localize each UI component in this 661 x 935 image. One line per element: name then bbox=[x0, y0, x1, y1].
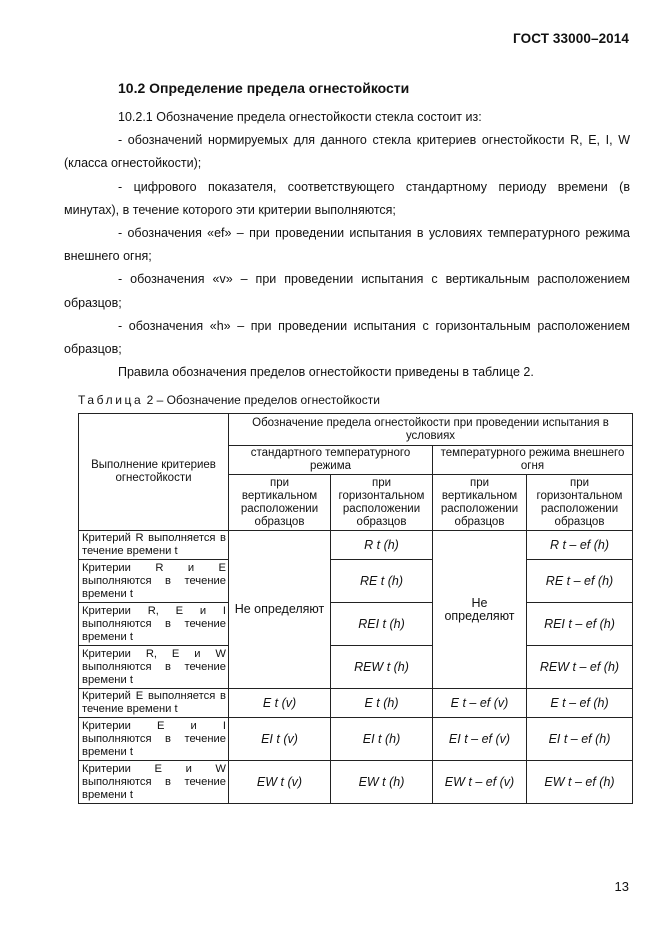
designation-cell: E t – ef (h) bbox=[527, 689, 633, 718]
standard-number: ГОСТ 33000–2014 bbox=[513, 31, 629, 46]
header-criteria-fulfilment: Выполнение критериев огнестойкости bbox=[79, 414, 229, 531]
paragraph-ef: - обозначения «ef» – при проведении испытания в условиях температурного режима внешнего огня; bbox=[64, 226, 630, 264]
designation-cell: E t (v) bbox=[229, 689, 331, 718]
table-row bbox=[79, 531, 633, 560]
designation-cell: EW t – ef (v) bbox=[433, 761, 527, 804]
designation-cell: EI t (h) bbox=[331, 718, 433, 761]
designation-cell: EI t – ef (v) bbox=[433, 718, 527, 761]
designation-cell: REW t (h) bbox=[331, 646, 433, 689]
criterion-cell: Критерии E и I выполняются в течение времени t bbox=[79, 718, 229, 761]
header-horizontal: при горизонтальном расположении образцов bbox=[331, 475, 433, 531]
designation-cell: REI t (h) bbox=[331, 603, 433, 646]
paragraph-digital-index: - цифрового показателя, соответствующего стандартному периоду времени (в минутах), в течение которого эти критерии выполняются; bbox=[64, 179, 630, 217]
table-row bbox=[79, 718, 633, 761]
page-number: 13 bbox=[614, 879, 629, 894]
paragraph-v: - обозначения «v» – при проведении испытания с вертикальным расположением образцов; bbox=[64, 272, 630, 310]
designation-cell: E t – ef (v) bbox=[433, 689, 527, 718]
header-ef-vertical: при вертикальном расположении образцов bbox=[433, 475, 527, 531]
criterion-cell: Критерий E выполняется в течение времени t bbox=[79, 689, 229, 718]
not-determined-cell: Не определяют bbox=[433, 531, 527, 689]
paragraph-intro: 10.2.1 Обозначение предела огнестойкости стекла состоит из: bbox=[118, 110, 482, 124]
table-row bbox=[79, 761, 633, 804]
designation-cell: REW t – ef (h) bbox=[527, 646, 633, 689]
designation-cell: R t (h) bbox=[331, 531, 433, 560]
header-ef-horizontal: при горизонтальном расположении образцов bbox=[527, 475, 633, 531]
table-row bbox=[79, 560, 633, 603]
header-vertical: при вертикальном расположении образцов bbox=[229, 475, 331, 531]
designation-cell: R t – ef (h) bbox=[527, 531, 633, 560]
criterion-cell: Критерии R, E и I выполняются в течение времени t bbox=[79, 603, 229, 646]
designation-cell: EW t (v) bbox=[229, 761, 331, 804]
designation-cell: EI t – ef (h) bbox=[527, 718, 633, 761]
table-row bbox=[79, 603, 633, 646]
paragraph-h: - обозначения «h» – при проведении испытания с горизонтальным расположением образцов; bbox=[64, 318, 630, 357]
table-row bbox=[79, 646, 633, 689]
table-caption bbox=[78, 393, 380, 407]
fire-resistance-table bbox=[78, 413, 633, 804]
designation-cell: RE t (h) bbox=[331, 560, 433, 603]
criterion-cell: Критерии R, E и W выполняются в течение времени t bbox=[79, 646, 229, 689]
header-external-fire-regime: температурного режима внешнего огня bbox=[433, 446, 633, 475]
paragraph-rules: Правила обозначения пределов огнестойкости приведены в таблице 2. bbox=[118, 365, 534, 380]
body-text bbox=[64, 106, 630, 384]
designation-cell: EW t (h) bbox=[331, 761, 433, 804]
header-standard-regime: стандартного температурного режима bbox=[229, 446, 433, 475]
table-caption-word: Таблица bbox=[78, 393, 144, 407]
criterion-cell: Критерий R выполняется в течение времени t bbox=[79, 531, 229, 560]
section-title: 10.2 Определение предела огнестойкости bbox=[118, 80, 410, 96]
designation-cell: RE t – ef (h) bbox=[527, 560, 633, 603]
criterion-cell: Критерии R и E выполняются в течение времени t bbox=[79, 560, 229, 603]
table-row bbox=[79, 689, 633, 718]
designation-cell: EW t – ef (h) bbox=[527, 761, 633, 804]
criterion-cell: Критерии E и W выполняются в течение времени t bbox=[79, 761, 229, 804]
designation-cell: EI t (v) bbox=[229, 718, 331, 761]
header-designation-group: Обозначение предела огнестойкости при проведении испытания в условиях bbox=[229, 414, 633, 446]
table-caption-text: 2 – Обозначение пределов огнестойкости bbox=[146, 393, 380, 407]
designation-cell: REI t – ef (h) bbox=[527, 603, 633, 646]
paragraph-criteria: - обозначений нормируемых для данного стекла критериев огнестойкости R, E, I, W (класса огнестойкости); bbox=[64, 133, 630, 171]
not-determined-cell: Не определяют bbox=[229, 531, 331, 689]
designation-cell: E t (h) bbox=[331, 689, 433, 718]
